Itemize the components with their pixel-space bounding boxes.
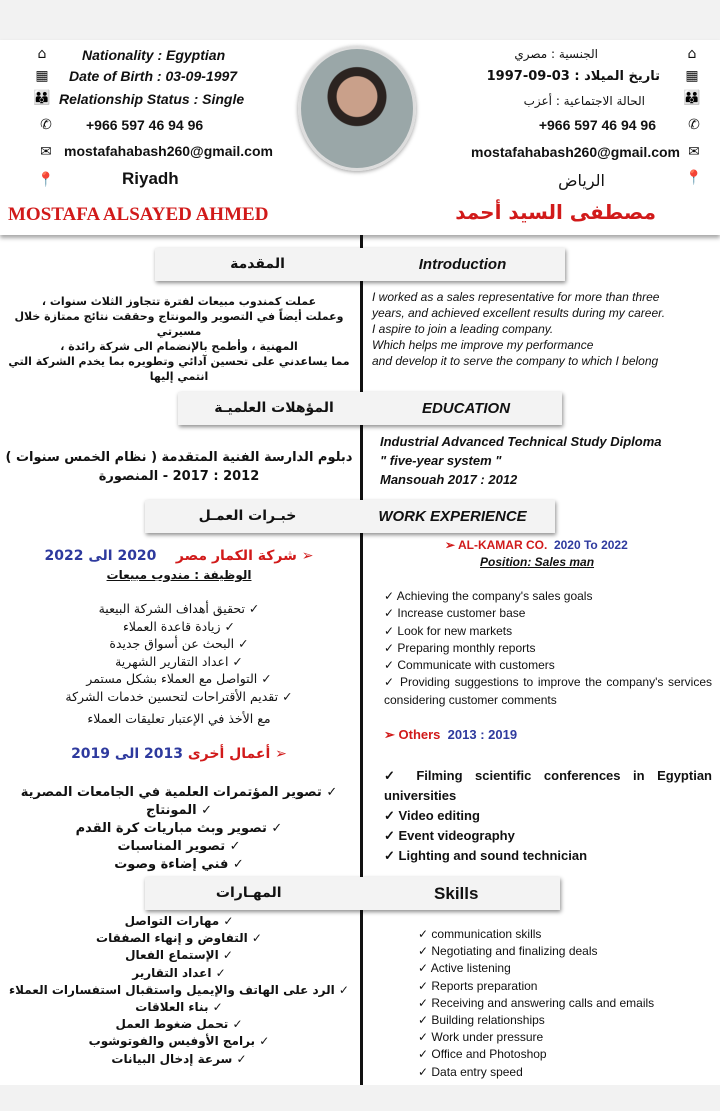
phone-en: +966 597 46 94 96 <box>86 117 204 133</box>
text-line: years, and achieved excellent results during my career. <box>372 306 666 320</box>
mail-icon: ✉ <box>688 144 700 160</box>
education-en <box>380 432 714 489</box>
section-title-en: EDUCATION <box>421 400 511 417</box>
text-line: ✓ الإستماع الفعال <box>2 947 356 964</box>
text-line: Others <box>398 727 441 742</box>
text-line: أعمال أخرى <box>187 746 271 762</box>
skills-en-list <box>418 926 714 1081</box>
text-line: ✓ Active listening <box>418 960 714 977</box>
text-line: ✓ البحث عن أسواق جديدة <box>2 635 356 653</box>
text-line: ✓ الرد على الهاتف والإيميل واستقبال استفسارات العملاء <box>2 982 356 999</box>
job1-en-position: Position: Sales man <box>480 555 595 569</box>
section-title-ar: المهـارات <box>215 885 282 901</box>
section-title-en: Introduction <box>418 256 507 273</box>
section-title-ar: خبـرات العمـل <box>198 508 297 524</box>
text-line: and develop it to serve the company to which I belong <box>372 354 659 368</box>
text-line: ✓ Reports preparation <box>418 978 714 995</box>
education-ar <box>2 448 356 486</box>
text-line: ✓ Data entry speed <box>418 1064 714 1081</box>
text-line: ✓ Video editing <box>384 806 712 826</box>
section-introduction <box>155 248 565 281</box>
text-line: ✓ تصوير المؤتمرات العلمية في الجامعات المصرية <box>2 784 356 802</box>
section-skills <box>145 877 560 910</box>
text-line: ✓ Increase customer base <box>384 605 712 622</box>
section-education <box>178 392 562 425</box>
text-line: ✓ Office and Photoshop <box>418 1046 714 1063</box>
section-work-experience <box>145 500 555 533</box>
intro-en <box>372 289 714 369</box>
text-line: ✓ برامج الأوفيس والفوتوشوب <box>2 1033 356 1050</box>
text-line: 2013 : 2019 <box>447 727 518 742</box>
job1-ar-list <box>2 600 356 705</box>
section-title-ar: المؤهلات العلميـة <box>214 400 334 416</box>
section-title-en: Skills <box>434 884 479 903</box>
location-pin-icon: 📍 <box>685 170 703 186</box>
text-line: " five-year system " <box>380 453 502 468</box>
nationality-ar: الجنسية : مصري <box>514 47 598 61</box>
text-line: ✓ التواصل مع العملاء بشكل مستمر <box>2 670 356 688</box>
intro-ar <box>2 294 356 384</box>
text-line: ✓ تصوير وبث مباريات كرة القدم <box>2 820 356 838</box>
text-line: ✓ Filming scientific conferences in Egyptian universities <box>384 766 712 806</box>
phone-icon: ✆ <box>40 117 52 133</box>
job1-ar-extra: مع الأخذ في الإعتبار تعليقات العملاء <box>87 711 271 726</box>
text-line: ✓ Negotiating and finalizing deals <box>418 943 714 960</box>
job2-en-heading: ➢ Others 2013 : 2019 <box>384 727 518 742</box>
job1-en-heading: ➢ AL-KAMAR CO. 2020 To 2022 <box>445 538 628 552</box>
text-line: شركة الكمار مصر <box>175 548 297 564</box>
job1-en-list <box>384 588 712 709</box>
text-line: ✓ Look for new markets <box>384 623 712 640</box>
text-line: وعملت أيضاً في التصوير والمونتاج وحققت نتائج ممتازة خلال مسيرتي <box>14 310 344 338</box>
location-pin-icon: 📍 <box>37 172 55 188</box>
text-line: ✓ Achieving the company's sales goals <box>384 588 712 605</box>
text-line: ✓ تحمل ضغوط العمل <box>2 1016 356 1033</box>
phone-icon: ✆ <box>688 117 700 133</box>
text-line: Which helps me improve my performance <box>372 338 594 352</box>
email-ar[interactable]: mostafahabash260@gmail.com <box>471 144 680 160</box>
city-en: Riyadh <box>122 169 179 188</box>
profile-photo <box>298 46 416 171</box>
text-line: ✓ Providing suggestions to improve the company's services considering customer comments <box>384 674 712 709</box>
skills-ar-list <box>2 913 356 1068</box>
section-title-ar: المقدمة <box>230 256 285 272</box>
phone-ar: +966 597 46 94 96 <box>538 117 656 133</box>
text-line: 2012 : 2017 - المنصورة <box>98 469 260 484</box>
text-line: ✓ تحقيق أهداف الشركة البيعية <box>2 600 356 618</box>
text-line: AL-KAMAR CO. <box>457 538 548 552</box>
home-icon: ⌂ <box>37 46 47 62</box>
text-line: ✓ Preparing monthly reports <box>384 640 712 657</box>
text-line: مما يساعدني على تحسين آدائي وتطويره بما يخدم الشركة التي انتمي إليها <box>8 355 350 383</box>
job1-ar-position: الوظيفة : مندوب مبيعات <box>106 568 252 582</box>
text-line: ✓ Building relationships <box>418 1012 714 1029</box>
home-icon: ⌂ <box>687 46 697 62</box>
people-icon: 👪 <box>683 90 701 106</box>
text-line: ✓ المونتاج <box>2 802 356 820</box>
status-en: Relationship Status : Single <box>59 91 245 107</box>
status-ar: الحالة الاجتماعية : أعزب <box>523 94 645 108</box>
text-line: ✓ communication skills <box>418 926 714 943</box>
text-line: I worked as a sales representative for more than three <box>372 290 660 304</box>
name-ar: مصطفى السيد أحمد <box>455 200 656 224</box>
text-line: ✓ تصوير المناسبات <box>2 838 356 856</box>
mail-icon: ✉ <box>40 144 52 160</box>
text-line: ✓ فني إضاءة وصوت <box>2 856 356 874</box>
text-line: ✓ مهارات التواصل <box>2 913 356 930</box>
people-icon: 👪 <box>33 90 51 106</box>
text-line: ✓ التفاوض و إنهاء الصفقات <box>2 930 356 947</box>
text-line: 2013 الى 2019 <box>71 746 183 762</box>
email-en[interactable]: mostafahabash260@gmail.com <box>64 143 273 159</box>
text-line: عملت كمندوب مبيعات لفترة تتجاوز الثلاث سنوات ، <box>41 295 317 308</box>
text-line: ✓ زيادة قاعدة العملاء <box>2 618 356 636</box>
text-line: دبلوم الدارسة الفنية المتقدمة ( نظام الخمس سنوات ) <box>5 450 353 465</box>
text-line: Mansouah 2017 : 2012 <box>380 472 518 487</box>
dob-ar: تاريخ الميلاد : 03-09-1997 <box>486 69 660 84</box>
text-line: I aspire to join a leading company. <box>372 322 554 336</box>
text-line: ✓ اعداد التقارير <box>2 965 356 982</box>
job1-ar-heading: ➢ شركة الكمار مصر 2020 الى 2022 <box>44 548 314 564</box>
section-title-en: WORK EXPERIENCE <box>378 508 527 525</box>
job2-ar-heading: ➢ أعمال أخرى 2013 الى 2019 <box>71 746 287 762</box>
text-line: ✓ سرعة إدخال البيانات <box>2 1051 356 1068</box>
text-line: ✓ Work under pressure <box>418 1029 714 1046</box>
nationality-en: Nationality : Egyptian <box>82 47 226 63</box>
text-line: ✓ اعداد التقارير الشهرية <box>2 653 356 671</box>
text-line: Industrial Advanced Technical Study Diploma <box>380 434 662 449</box>
text-line: ✓ Receiving and answering calls and emails <box>418 995 714 1012</box>
text-line: ✓ تقديم الأقتراحات لتحسين خدمات الشركة <box>2 688 356 706</box>
job2-ar-list <box>2 784 356 874</box>
text-line: ✓ Lighting and sound technician <box>384 846 712 866</box>
text-line: ✓ Communicate with customers <box>384 657 712 674</box>
text-line: 2020 To 2022 <box>553 538 628 552</box>
calendar-icon: ▦ <box>685 68 699 84</box>
calendar-icon: ▦ <box>35 68 49 84</box>
job2-en-list <box>384 766 712 866</box>
name-en: MOSTAFA ALSAYED AHMED <box>8 204 269 225</box>
text-line: ✓ Event videography <box>384 826 712 846</box>
center-divider <box>360 235 363 1085</box>
dob-en: Date of Birth : 03-09-1997 <box>69 68 238 84</box>
text-line: المهنية ، وأطمح بالإنضمام الى شركة رائدة ، <box>60 340 298 353</box>
text-line: ✓ بناء العلاقات <box>2 999 356 1016</box>
city-ar: الرياض <box>558 171 605 190</box>
text-line: 2020 الى 2022 <box>44 548 157 564</box>
